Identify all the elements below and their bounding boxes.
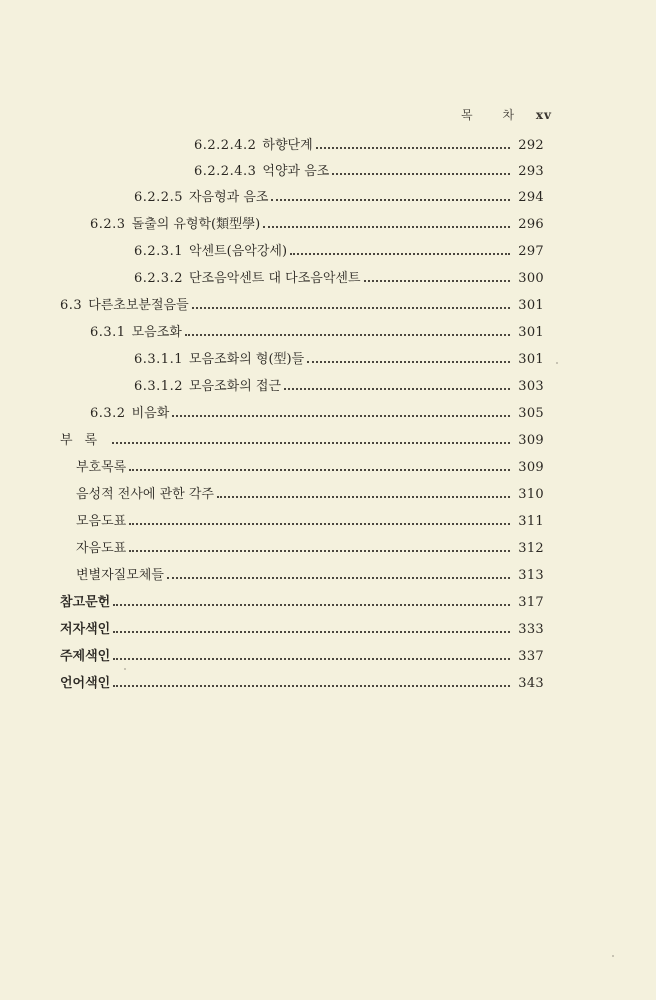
toc-entry[interactable] (76, 536, 544, 562)
toc-entry-title: 자음도표 (76, 541, 127, 556)
toc-entry-number: 6.2.3.1 (134, 244, 183, 259)
toc-entry[interactable] (76, 455, 544, 481)
toc-entry[interactable] (90, 401, 544, 427)
dot-leader (185, 334, 510, 336)
header-word: 차 (502, 108, 517, 122)
toc-entry-title: 돌출의 유형학(類型學) (131, 217, 261, 232)
toc-entry-number: 6.3.1 (90, 325, 126, 340)
toc-entry-title: 억양과 음조 (262, 164, 330, 179)
toc-entry[interactable] (60, 644, 544, 670)
toc-entry-title: 단조음악센트 대 다조음악센트 (188, 271, 361, 286)
toc-entry-text (194, 159, 332, 185)
toc-entry[interactable] (76, 509, 544, 535)
toc-entry-page: 311 (518, 514, 544, 529)
toc-entry-text (134, 239, 290, 265)
dot-leader (167, 577, 510, 579)
toc-entry-number: 6.3.1.1 (134, 352, 183, 367)
toc-entry-page: 310 (518, 487, 544, 502)
dot-leader (284, 388, 510, 390)
toc-entry-page: 313 (518, 568, 544, 583)
toc-entry-page: 309 (518, 460, 544, 475)
toc-entry-page: 309 (518, 433, 544, 448)
toc-entry-page: 301 (518, 325, 544, 340)
toc-entry-page: 301 (518, 352, 544, 367)
toc-entry-text (60, 293, 192, 319)
paper-speck (124, 668, 126, 670)
toc-entry-title: 악센트(음악강세) (188, 244, 288, 259)
dot-leader (316, 147, 510, 149)
toc-entry-number: 6.2.2.5 (134, 190, 183, 205)
toc-entry-number: 6.3.1.2 (134, 379, 183, 394)
toc-entry-title: 자음형과 음조 (188, 190, 269, 205)
dot-leader (129, 550, 510, 552)
dot-leader (112, 442, 510, 444)
toc-entry-page: 297 (518, 244, 544, 259)
dot-leader (129, 523, 510, 525)
dot-leader (113, 604, 510, 606)
toc-entry-page: 292 (518, 138, 544, 153)
dot-leader (113, 685, 510, 687)
dot-leader (271, 199, 510, 201)
toc-entry-number: 6.2.2.4.2 (194, 138, 257, 153)
toc-entry[interactable] (60, 671, 544, 697)
dot-leader (332, 173, 510, 175)
toc-entry[interactable] (134, 239, 544, 265)
dot-leader (290, 253, 510, 255)
toc-entry[interactable] (194, 159, 544, 185)
dot-leader (113, 631, 510, 633)
toc-entry-page: 333 (518, 622, 544, 637)
toc-entry-text (134, 185, 271, 211)
dot-leader (192, 307, 510, 309)
toc-entry-page: 300 (518, 271, 544, 286)
toc-entry[interactable] (60, 428, 544, 454)
toc-entry[interactable] (134, 347, 544, 373)
toc-entry[interactable] (60, 617, 544, 643)
toc-entry-number: 6.2.3 (90, 217, 126, 232)
toc-entry-page: 296 (518, 217, 544, 232)
toc-entry-number: 6.3.2 (90, 406, 126, 421)
dot-leader (263, 226, 510, 228)
toc-entry-title: 모음조화 (131, 325, 182, 340)
toc-entry-title: 비음화 (131, 406, 170, 421)
toc-entry-title: 모음도표 (76, 514, 127, 529)
toc-entry-title: 하향단계 (262, 138, 313, 153)
dot-leader (364, 280, 510, 282)
table-of-contents (0, 133, 656, 703)
toc-entry[interactable] (90, 212, 544, 238)
toc-entry-title: 모음조화의 형(型)들 (188, 352, 305, 367)
toc-entry-title: 부록 (60, 433, 110, 448)
toc-entry[interactable] (76, 563, 544, 589)
dot-leader (129, 469, 510, 471)
toc-entry[interactable] (194, 133, 544, 159)
header-page-numeral: xv (535, 108, 552, 122)
toc-entry-title: 모음조화의 접근 (188, 379, 282, 394)
toc-entry[interactable] (60, 293, 544, 319)
toc-entry-title: 주제색인 (60, 649, 111, 664)
toc-entry[interactable] (134, 185, 544, 211)
toc-entry-number: 6.2.2.4.3 (194, 164, 257, 179)
toc-entry-number: 6.2.3.2 (134, 271, 183, 286)
toc-entry-page: 294 (518, 190, 544, 205)
toc-entry-title: 변별자질모체들 (76, 568, 164, 583)
toc-entry-text (90, 320, 185, 346)
toc-entry-text (134, 374, 284, 400)
toc-entry-text (134, 266, 364, 292)
toc-entry[interactable] (76, 482, 544, 508)
header-word: 목 (461, 108, 475, 122)
toc-entry[interactable] (134, 266, 544, 292)
toc-entry-text (90, 401, 172, 427)
paper-speck (612, 955, 614, 957)
toc-entry-text (194, 133, 316, 159)
toc-entry-number: 6.3 (60, 298, 83, 313)
toc-entry-title: 참고문헌 (60, 595, 111, 610)
paper-speck (556, 362, 558, 364)
toc-entry-page: 293 (518, 164, 544, 179)
toc-entry-text (134, 347, 307, 373)
toc-entry[interactable] (90, 320, 544, 346)
toc-entry-title: 다른초보분절음들 (88, 298, 189, 313)
toc-entry-page: 301 (518, 298, 544, 313)
toc-entry-title: 음성적 전사에 관한 각주 (76, 487, 214, 502)
toc-entry-page: 337 (518, 649, 544, 664)
toc-entry[interactable] (60, 590, 544, 616)
dot-leader (113, 658, 510, 660)
toc-entry[interactable] (134, 374, 544, 400)
toc-entry-text (90, 212, 263, 238)
toc-entry-page: 305 (518, 406, 544, 421)
dot-leader (307, 361, 510, 363)
toc-entry-page: 312 (518, 541, 544, 556)
running-header (461, 106, 552, 123)
toc-entry-title: 저자색인 (60, 622, 111, 637)
toc-entry-title: 부호목록 (76, 460, 127, 475)
dot-leader (217, 496, 510, 498)
toc-entry-page: 303 (518, 379, 544, 394)
toc-entry-page: 343 (518, 676, 544, 691)
dot-leader (172, 415, 510, 417)
toc-entry-title: 언어색인 (60, 676, 111, 691)
toc-entry-page: 317 (518, 595, 544, 610)
